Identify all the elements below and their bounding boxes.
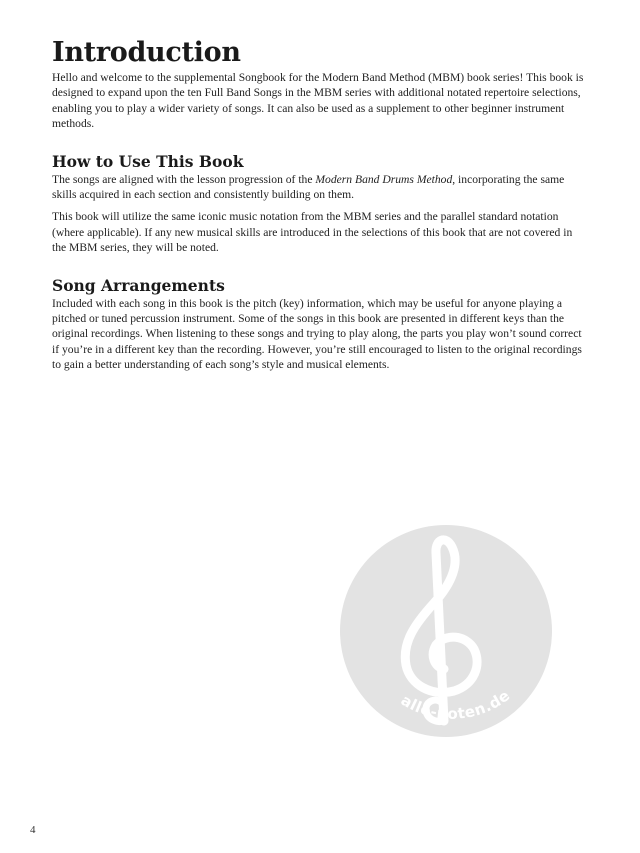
song-arrangements-paragraph: Included with each song in this book is the pitch (key) information, which may be useful for anyone playing a pitched or tuned percussion instrument. Some of the songs in this book are presented in different keys than the original recordings. When listening to these songs and trying to play along, the parts you play won’t sound correct if you’re in a different key than the recording. However, you’re still encouraged to listen to the original recordings to gain a better understanding of each song’s style and musical elements. <box>52 296 582 372</box>
method-book-title: Modern Band Drums Method <box>315 172 453 186</box>
page-number: 4 <box>30 824 36 836</box>
treble-clef-icon <box>340 525 552 737</box>
how-to-use-paragraph-2: This book will utilize the same iconic music notation from the MBM series and the parallel standard notation (where applicable). If any new musical skills are introduced in the selections of this book that are not covered in the MBM series, they will be noted. <box>52 210 573 255</box>
watermark-text: alle-noten.de <box>397 686 514 723</box>
song-arrangements-heading: Song Arrangements <box>52 275 225 295</box>
intro-paragraph: Hello and welcome to the supplemental Songbook for the Modern Band Method (MBM) book series! This book is designed to expand upon the ten Full Band Songs in the MBM series with additional notated repertoire selections, enabling you to play a wider variety of songs. It can also be used as a supplement to other beginner instrument methods. <box>52 71 584 131</box>
how-to-use-p1-text-a: The songs are aligned with the lesson progression of the <box>52 172 316 186</box>
how-to-use-heading: How to Use This Book <box>52 151 244 171</box>
page-title: Introduction <box>52 37 241 68</box>
page-content <box>52 36 588 373</box>
how-to-use-paragraph-1 <box>52 172 588 203</box>
how-to-use-p1-text-b: , incorporating the same skills acquired in each section and consistently building on them. <box>52 172 565 202</box>
